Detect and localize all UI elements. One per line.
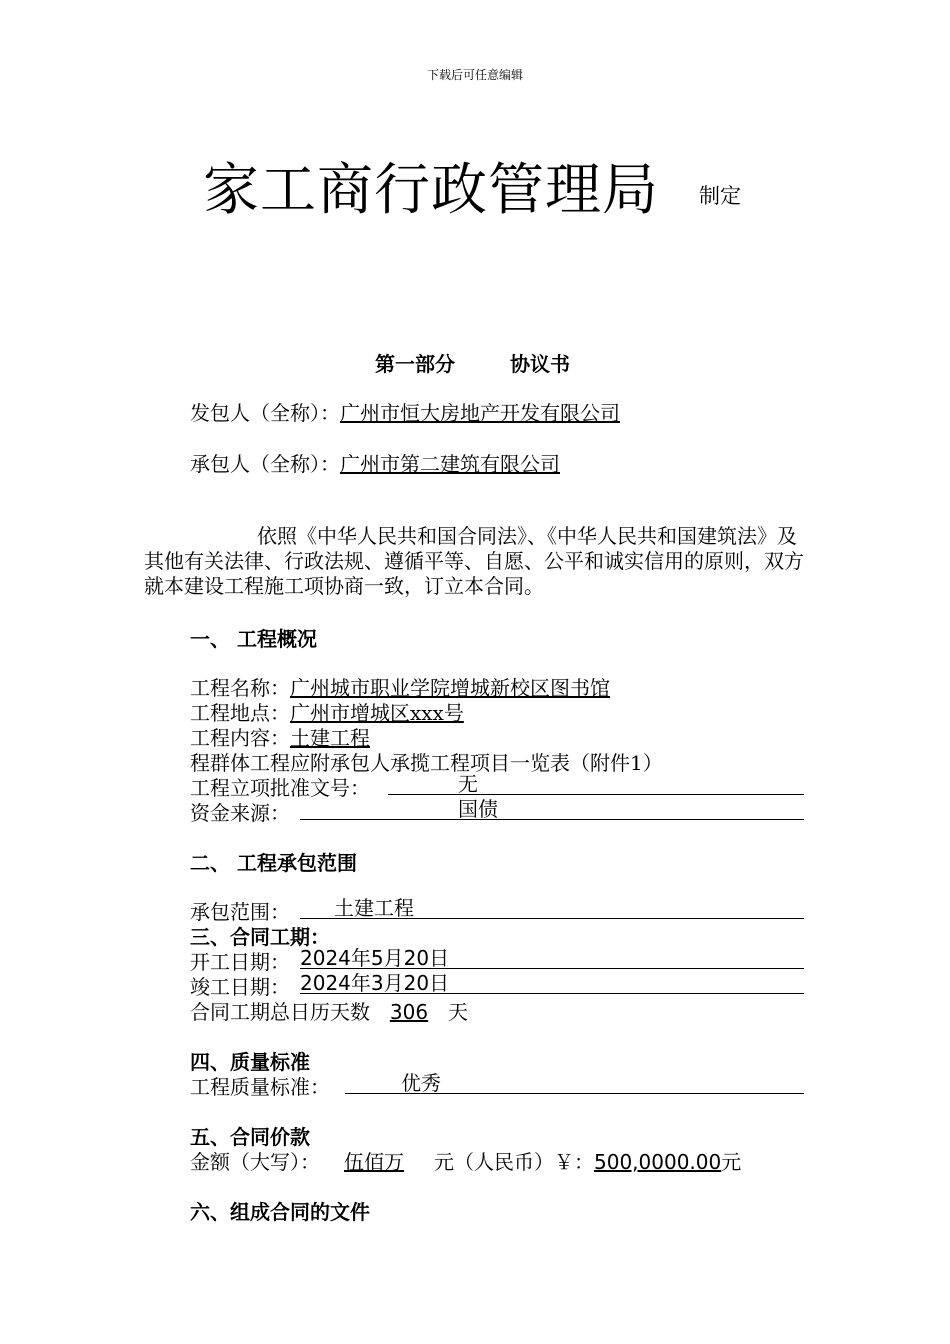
- header-note: 下载后可任意编辑: [426, 68, 523, 82]
- start-date-value: 2024年5月20日: [300, 946, 450, 970]
- amount-words-value: 伍佰万: [344, 1150, 404, 1174]
- approval-value: 无: [458, 772, 478, 796]
- approval-underline: [388, 772, 804, 795]
- employer-line: [190, 397, 620, 426]
- end-date-underline: [300, 971, 804, 994]
- end-date-label: 竣工日期：: [190, 975, 290, 999]
- part-one-label: 第一部分: [375, 352, 455, 376]
- project-content-label: 工程内容：: [190, 726, 290, 750]
- project-location-label: 工程地点：: [190, 701, 290, 725]
- total-days-line: [190, 996, 468, 1025]
- section6-heading: 六、组成合同的文件: [190, 1200, 370, 1224]
- section3-heading: 三、合同工期：: [190, 925, 330, 949]
- project-name-label: 工程名称：: [190, 676, 290, 700]
- section2-heading: 二、 工程承包范围: [190, 851, 357, 875]
- project-name-value: 广州城市职业学院增城新校区图书馆: [290, 676, 610, 700]
- amount-unit: 元: [721, 1150, 742, 1174]
- quality-label: 工程质量标准：: [190, 1075, 330, 1099]
- intro-text: 依照《中华人民共和国合同法》、《中华人民共和国建筑法》及其他有关法律、行政法规、遵循平等、自愿、公平和诚实信用的原则，双方就本建设工程施工项协商一致，订立本合同。: [144, 524, 804, 598]
- part-one-title: 协议书: [510, 352, 570, 376]
- funding-value: 国债: [458, 797, 498, 821]
- start-date-underline: [300, 946, 804, 969]
- start-date-label: 开工日期：: [190, 950, 290, 974]
- approval-label: 工程立项批准文号：: [190, 776, 370, 800]
- employer-value: 广州市恒大房地产开发有限公司: [340, 401, 620, 425]
- contractor-line: [190, 448, 560, 477]
- scope-label: 承包范围：: [190, 900, 290, 924]
- quality-value: 优秀: [401, 1071, 441, 1095]
- amount-number-value: 500,0000.00: [594, 1150, 722, 1174]
- contract-amount-line: [190, 1146, 741, 1175]
- intro-paragraph: [144, 524, 804, 599]
- document-big-title: 家工商行政管理局: [203, 158, 659, 223]
- funding-underline: [300, 797, 804, 820]
- end-date-value: 2024年3月20日: [300, 971, 450, 995]
- scope-underline: [300, 896, 804, 919]
- section1-heading: 一、 工程概况: [190, 627, 317, 651]
- contractor-value: 广州市第二建筑有限公司: [340, 452, 560, 476]
- project-group-note: 程群体工程应附承包人承揽工程项目一览表（附件1）: [190, 751, 663, 775]
- contractor-label: 承包人（全称）：: [190, 452, 340, 476]
- section4-heading: 四、质量标准: [190, 1050, 310, 1074]
- section5-heading: 五、合同价款: [190, 1125, 310, 1149]
- scope-value: 土建工程: [334, 896, 414, 920]
- project-content-value: 土建工程: [290, 726, 370, 750]
- funding-label: 资金来源：: [190, 801, 290, 825]
- total-days-value: 306: [389, 1000, 429, 1024]
- employer-label: 发包人（全称）：: [190, 401, 340, 425]
- quality-underline: [345, 1071, 804, 1094]
- total-days-unit: 天: [448, 1000, 468, 1024]
- made-by-label: 制定: [699, 184, 741, 208]
- total-days-label: 合同工期总日历天数: [190, 1000, 370, 1024]
- amount-mid-label: 元（人民币）￥：: [434, 1150, 594, 1174]
- project-location-value: 广州市增城区xxx号: [290, 701, 464, 725]
- amount-label: 金额（大写）：: [190, 1150, 320, 1174]
